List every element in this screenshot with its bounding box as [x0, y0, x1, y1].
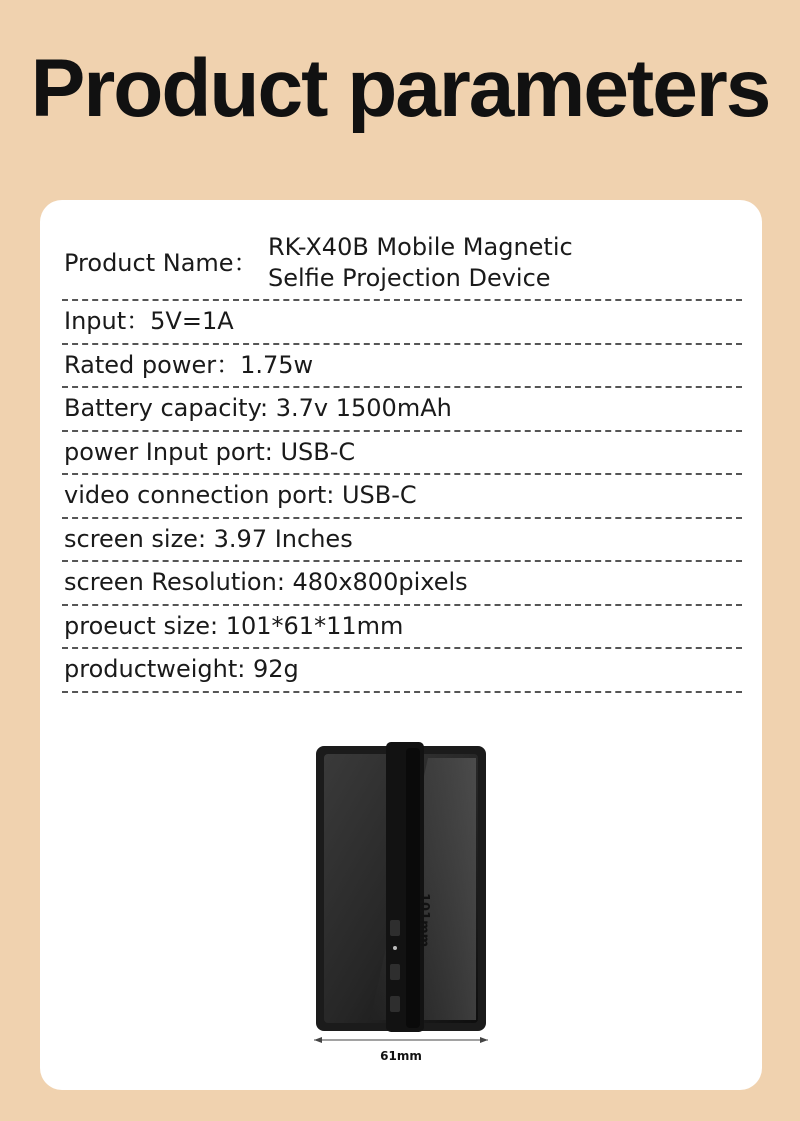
spec-row-weight: productweight: 92g [62, 649, 742, 693]
spec-row-product-name [62, 226, 742, 301]
device-side-edge [406, 748, 420, 1028]
spec-row-product-size: proeuct size: 101*61*11mm [62, 606, 742, 650]
height-dimension-label: 101mm [416, 893, 431, 948]
spec-row-power-port: power Input port: USB-C [62, 432, 742, 476]
arrow-left [314, 1037, 322, 1043]
product-name-value: RK-X40B Mobile Magnetic Selfie Projection Device [268, 232, 573, 292]
device-illustration [308, 738, 498, 1078]
spec-list [62, 226, 742, 693]
side-button-3 [390, 996, 400, 1012]
spec-card [40, 200, 762, 1090]
product-name-label: Product Name： [64, 248, 258, 277]
spec-row-rated-power: Rated power：1.75w [62, 345, 742, 389]
spec-row-video-port: video connection port: USB-C [62, 475, 742, 519]
side-button-2 [390, 964, 400, 980]
side-button-1 [390, 920, 400, 936]
side-indicator [393, 946, 397, 950]
page-title: Product parameters [30, 43, 770, 134]
spec-row-input: Input：5V=1A [62, 301, 742, 345]
arrow-right [480, 1037, 488, 1043]
spec-row-screen-size: screen size: 3.97 Inches [62, 519, 742, 563]
spec-row-battery: Battery capacity: 3.7v 1500mAh [62, 388, 742, 432]
width-dimension-label: 61mm [380, 1049, 422, 1063]
spec-row-resolution: screen Resolution: 480x800pixels [62, 562, 742, 606]
